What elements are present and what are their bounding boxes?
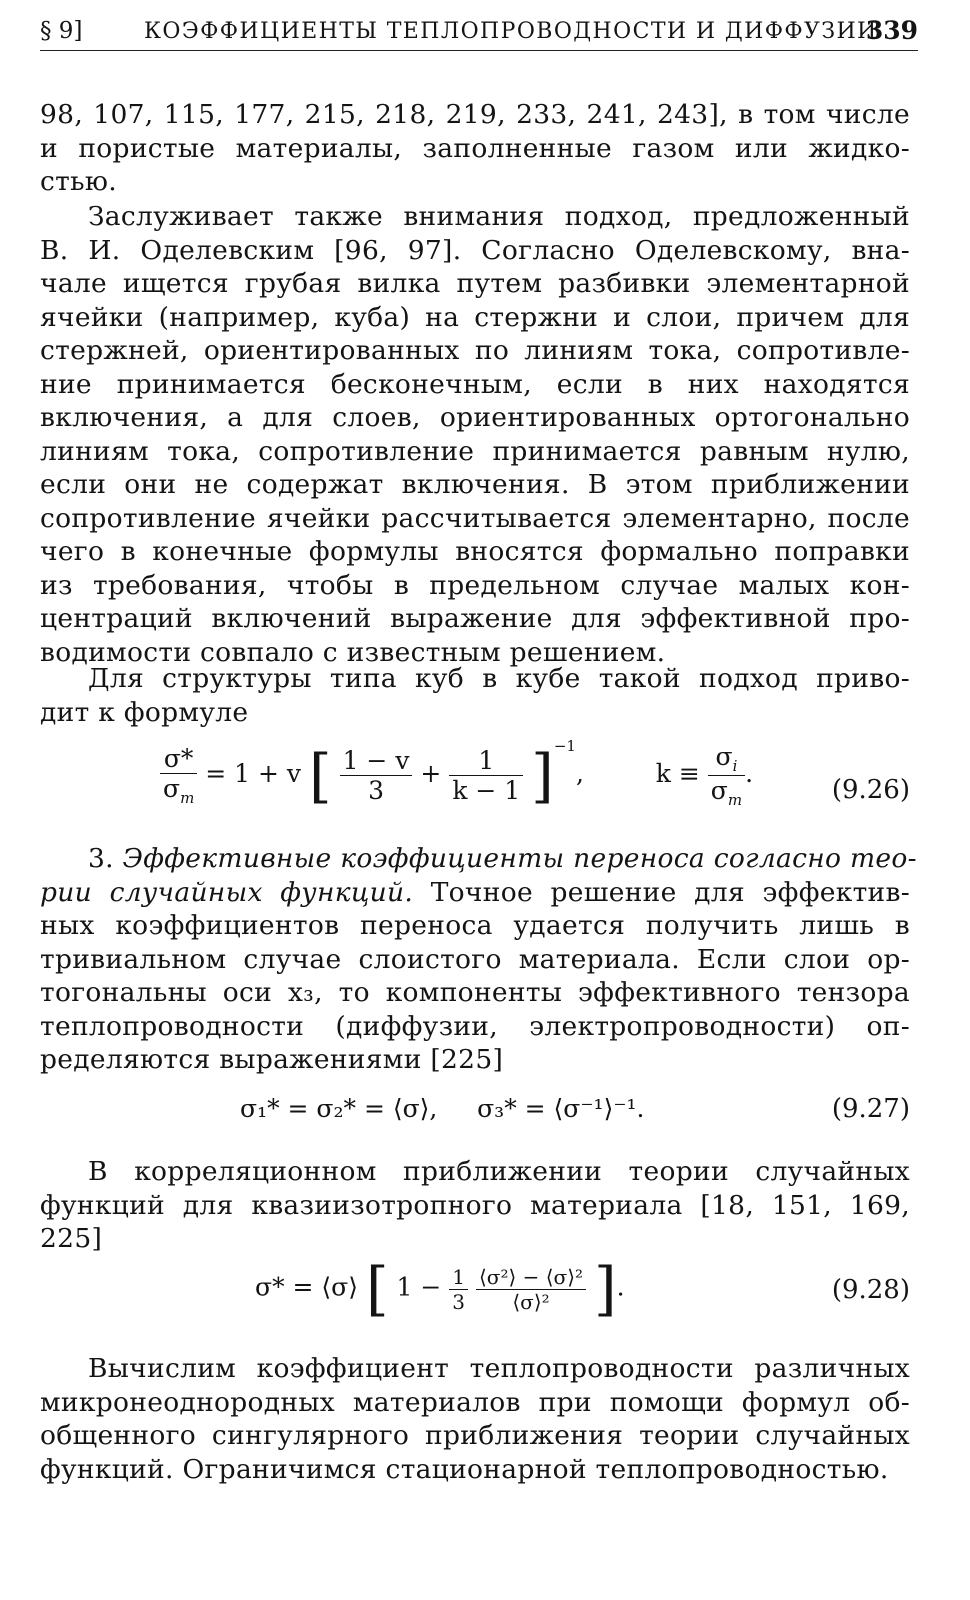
text-line: В корреляционном приближении теории случайных xyxy=(88,1156,910,1187)
bracket-open: [ xyxy=(308,741,332,810)
text-line: функций. Ограничимся стационарной теплопроводностью. xyxy=(40,1453,889,1485)
text-line: включения, а для слоев, ориентированных ортогонально xyxy=(40,402,910,433)
bracket-open: [ xyxy=(365,1255,389,1323)
fraction-term-2: $\frac{1}{k - 1}$ xyxy=(449,746,523,805)
page-number: 339 xyxy=(865,16,918,45)
section-heading-italic: рии случайных функций. xyxy=(40,876,414,908)
text-line: Вычислим коэффициент теплопроводности различных xyxy=(88,1353,910,1384)
bracket-close: ] xyxy=(531,741,554,810)
text-line: тривиальном случае слоистого материала. Если слои ор- xyxy=(40,943,910,975)
running-head xyxy=(40,10,918,51)
text-line: микронеоднородных материалов при помощи формул об- xyxy=(40,1386,910,1418)
text-line: стержней, ориентированных по линиям тока, сопротивле- xyxy=(40,335,910,366)
equation-9-28: σ* = ⟨σ⟩ [ 1 − $\frac{1}{3}$ $\frac{\text{⟨σ²⟩ − ⟨σ⟩²}}{\text{⟨σ⟩²}}$ ]. xyxy=(255,1255,625,1323)
bracket-close: ] xyxy=(593,1255,617,1323)
equation-number: (9.27) xyxy=(831,1094,910,1124)
text-line: из требования, чтобы в предельном случае малых кон- xyxy=(40,569,910,601)
text-line: центраций включений выражение для эффективной про- xyxy=(40,603,910,634)
text-line: сопротивление ячейки рассчитывается элементарно, после xyxy=(40,502,910,534)
paragraph-cube-in-cube xyxy=(40,662,910,729)
text-line: Заслуживает также внимания подход, предложенный xyxy=(88,201,910,232)
fraction-k: $\frac{\sigma_i}{\sigma_m}$ xyxy=(708,742,745,809)
text-line: В. И. Оделевским [96, 97]. Согласно Оделевскому, вна- xyxy=(40,234,910,266)
text-line: ределяются выражениями [225] xyxy=(40,1044,504,1075)
text-line: рии случайных функций. Точное решение для эффектив- xyxy=(40,876,910,908)
text-line: функций для квазиизотропного материала [18, 151, 169, xyxy=(40,1189,910,1221)
text-line: общенного сингулярного приближения теории случайных xyxy=(40,1420,910,1451)
section-marker: § 9] xyxy=(40,18,83,44)
text-line: стью. xyxy=(40,166,117,197)
text-line: 225] xyxy=(40,1223,103,1254)
text-line: дит к формуле xyxy=(40,696,249,728)
text-line: ных коэффициентов переноса удается получить лишь в xyxy=(40,910,910,941)
paragraph-random-functions xyxy=(40,842,917,1077)
text-line: тогональны оси x₃, то компоненты эффективного тензора xyxy=(40,977,910,1008)
equation-9-26: $\frac{\sigma*}{\sigma_m}$ = 1 + v [ $\frac{1 - v}{3}$ + $\frac{1}{k - 1}$ ]$^{-1}$, k ≡ $\frac{\sigma_i}{\sigma_m}$ . xyxy=(160,742,753,809)
paragraph-odelevsky xyxy=(40,200,910,669)
text-line: если они не содержат включения. В этом приближении xyxy=(40,469,910,500)
text-line: ние принимается бесконечным, если в них находятся xyxy=(40,368,910,400)
fraction-lhs: $\frac{\sigma*}{\sigma_m}$ xyxy=(160,744,197,807)
section-heading-italic: Эффективные коэффициенты переноса согласно тео- xyxy=(122,843,917,874)
text-line: чале ищется грубая вилка путем разбивки элементарной xyxy=(40,268,910,299)
text-line: Для структуры типа куб в кубе такой подход приво- xyxy=(88,663,910,694)
paragraph-correlation xyxy=(40,1155,910,1256)
text-line: 98, 107, 115, 177, 215, 218, 219, 233, 241, 243], в том числе xyxy=(40,99,910,130)
fraction-one-third: $\frac{1}{3}$ xyxy=(449,1265,468,1314)
text-line: теплопроводности (диффузии, электропроводности) оп- xyxy=(40,1010,910,1042)
running-title: КОЭФФИЦИЕНТЫ ТЕПЛОПРОВОДНОСТИ И ДИФФУЗИИ xyxy=(144,19,878,44)
text-line: 3. Эффективные коэффициенты переноса согласно тео- xyxy=(88,843,917,874)
equation-number: (9.28) xyxy=(831,1275,910,1305)
text-line: и пористые материалы, заполненные газом или жидко- xyxy=(40,132,910,164)
text-line: чего в конечные формулы вносятся формально поправки xyxy=(40,536,910,567)
equation-number: (9.26) xyxy=(831,775,910,805)
paragraph-conclusion xyxy=(40,1352,910,1486)
fraction-term-1: $\frac{1 - v}{3}$ xyxy=(340,746,413,805)
paragraph-continuation xyxy=(40,98,910,199)
text-line: водимости совпало с известным решением. xyxy=(40,636,666,668)
equation-9-27: σ₁* = σ₂* = ⟨σ⟩, σ₃* = ⟨σ⁻¹⟩⁻¹. xyxy=(240,1094,645,1123)
text-line: ячейки (например, куба) на стержни и слои, причем для xyxy=(40,301,910,333)
text-line: линиям тока, сопротивление принимается равным нулю, xyxy=(40,435,910,467)
fraction-variance: $\frac{\text{⟨σ²⟩ − ⟨σ⟩²}}{\text{⟨σ⟩²}}$ xyxy=(476,1265,586,1314)
